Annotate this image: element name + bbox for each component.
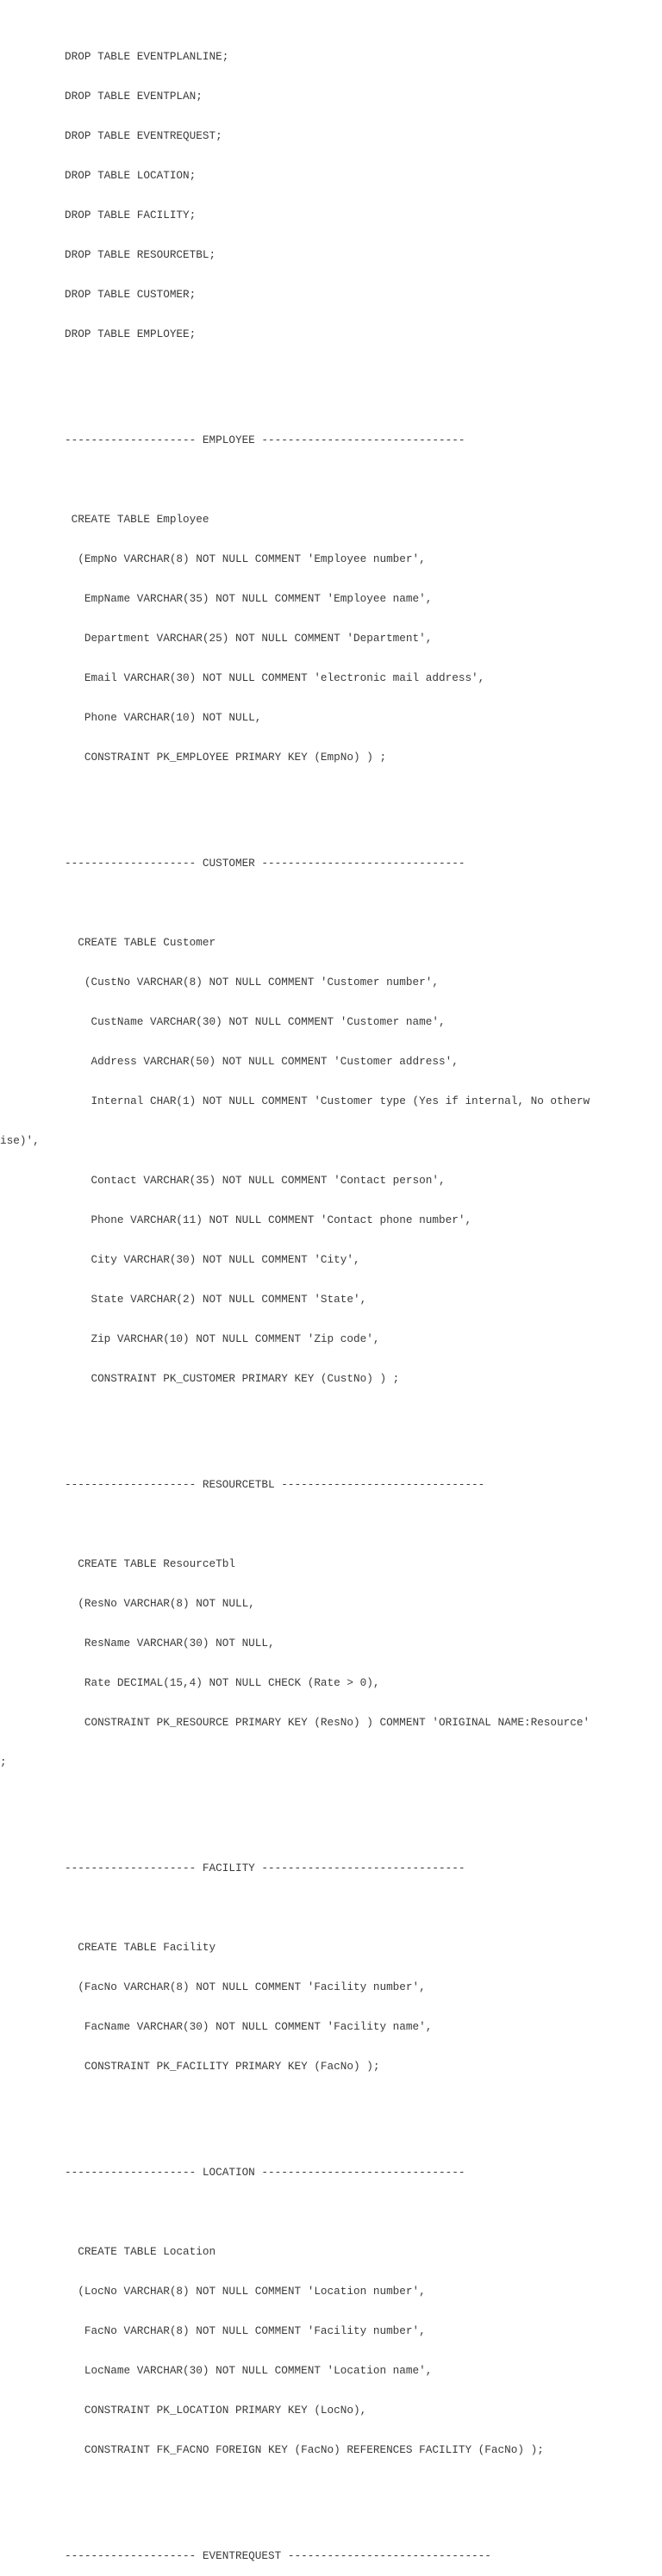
drop-statement: DROP TABLE FACILITY; [65, 209, 197, 222]
code-line: (CustNo VARCHAR(8) NOT NULL COMMENT 'Customer number', [65, 976, 439, 989]
section-header-customer: -------------------- CUSTOMER ------------------------------- [65, 857, 465, 870]
blank-line [65, 1795, 590, 1808]
code-line: CREATE TABLE ResourceTbl [65, 1557, 235, 1571]
blank-line [65, 790, 590, 803]
section-header-resourcetbl: -------------------- RESOURCETBL ------------------------------- [65, 1478, 485, 1492]
code-line: City VARCHAR(30) NOT NULL COMMENT 'City', [65, 1253, 360, 1267]
code-line: Rate DECIMAL(15,4) NOT NULL CHECK (Rate > 0), [65, 1676, 380, 1690]
code-line: FacName VARCHAR(30) NOT NULL COMMENT 'Facility name', [65, 2020, 433, 2034]
code-line: Contact VARCHAR(35) NOT NULL COMMENT 'Contact person', [65, 1174, 446, 1188]
code-line: CONSTRAINT PK_FACILITY PRIMARY KEY (FacNo) ); [65, 2060, 380, 2074]
code-line: (EmpNo VARCHAR(8) NOT NULL COMMENT 'Employee number', [65, 552, 426, 566]
code-line: CONSTRAINT PK_LOCATION PRIMARY KEY (LocNo), [65, 2404, 367, 2417]
code-line: CREATE TABLE Facility [65, 1941, 216, 1955]
code-line: CREATE TABLE Customer [65, 936, 216, 950]
blank-line [65, 473, 590, 486]
section-header-facility: -------------------- FACILITY ------------------------------- [65, 1862, 465, 1875]
sql-script-document [0, 10, 590, 2576]
code-line: CONSTRAINT PK_RESOURCE PRIMARY KEY (ResNo) ) COMMENT 'ORIGINAL NAME:Resource' [65, 1716, 590, 1730]
code-line: (FacNo VARCHAR(8) NOT NULL COMMENT 'Facility number', [65, 1980, 426, 1994]
code-line: Zip VARCHAR(10) NOT NULL COMMENT 'Zip code', [65, 1332, 380, 1346]
code-line-wrapped: ; [0, 1756, 7, 1769]
code-line: LocName VARCHAR(30) NOT NULL COMMENT 'Location name', [65, 2364, 433, 2378]
blank-line [65, 1901, 590, 1914]
code-line: CONSTRAINT PK_EMPLOYEE PRIMARY KEY (EmpNo) ) ; [65, 751, 387, 764]
blank-line [65, 367, 590, 380]
section-header-eventrequest: -------------------- EVENTREQUEST ------------------------------- [65, 2549, 491, 2562]
code-line: CREATE TABLE Location [65, 2245, 216, 2259]
code-line: Phone VARCHAR(10) NOT NULL, [65, 711, 262, 725]
code-line: CustName VARCHAR(30) NOT NULL COMMENT 'Customer name', [65, 1015, 446, 1029]
code-line: Phone VARCHAR(11) NOT NULL COMMENT 'Contact phone number', [65, 1213, 472, 1227]
drop-statement: DROP TABLE LOCATION; [65, 169, 197, 183]
blank-line [65, 896, 590, 909]
drop-statement: DROP TABLE EVENTPLAN; [65, 90, 203, 103]
code-line: EmpName VARCHAR(35) NOT NULL COMMENT 'Employee name', [65, 592, 433, 606]
code-line: CONSTRAINT PK_CUSTOMER PRIMARY KEY (CustNo) ) ; [65, 1372, 400, 1386]
drop-statement: DROP TABLE EVENTPLANLINE; [65, 50, 229, 64]
drop-statement: DROP TABLE RESOURCETBL; [65, 248, 216, 262]
code-line: CREATE TABLE Employee [65, 513, 209, 527]
drop-statement: DROP TABLE EMPLOYEE; [65, 327, 197, 341]
drop-statement: DROP TABLE CUSTOMER; [65, 288, 197, 302]
code-line: CONSTRAINT FK_FACNO FOREIGN KEY (FacNo) REFERENCES FACILITY (FacNo) ); [65, 2443, 544, 2457]
code-line: (LocNo VARCHAR(8) NOT NULL COMMENT 'Location number', [65, 2285, 426, 2298]
code-line: (ResNo VARCHAR(8) NOT NULL, [65, 1597, 255, 1611]
code-line: Department VARCHAR(25) NOT NULL COMMENT 'Department', [65, 632, 433, 646]
blank-line [65, 1518, 590, 1531]
blank-line [65, 2483, 590, 2496]
code-line: ResName VARCHAR(30) NOT NULL, [65, 1637, 275, 1650]
blank-line [65, 2099, 590, 2112]
code-line: Internal CHAR(1) NOT NULL COMMENT 'Customer type (Yes if internal, No otherw [65, 1095, 590, 1108]
code-line: State VARCHAR(2) NOT NULL COMMENT 'State', [65, 1293, 367, 1307]
section-header-employee: -------------------- EMPLOYEE ------------------------------- [65, 433, 465, 446]
drop-statement: DROP TABLE EVENTREQUEST; [65, 129, 222, 143]
code-line: Email VARCHAR(30) NOT NULL COMMENT 'electronic mail address', [65, 671, 485, 685]
code-line-wrapped: ise)', [0, 1134, 40, 1148]
blank-line [65, 1412, 590, 1425]
code-line: Address VARCHAR(50) NOT NULL COMMENT 'Customer address', [65, 1055, 459, 1069]
section-header-location: -------------------- LOCATION ------------------------------- [65, 2166, 465, 2180]
blank-line [65, 2205, 590, 2218]
code-line: FacNo VARCHAR(8) NOT NULL COMMENT 'Facility number', [65, 2324, 426, 2338]
